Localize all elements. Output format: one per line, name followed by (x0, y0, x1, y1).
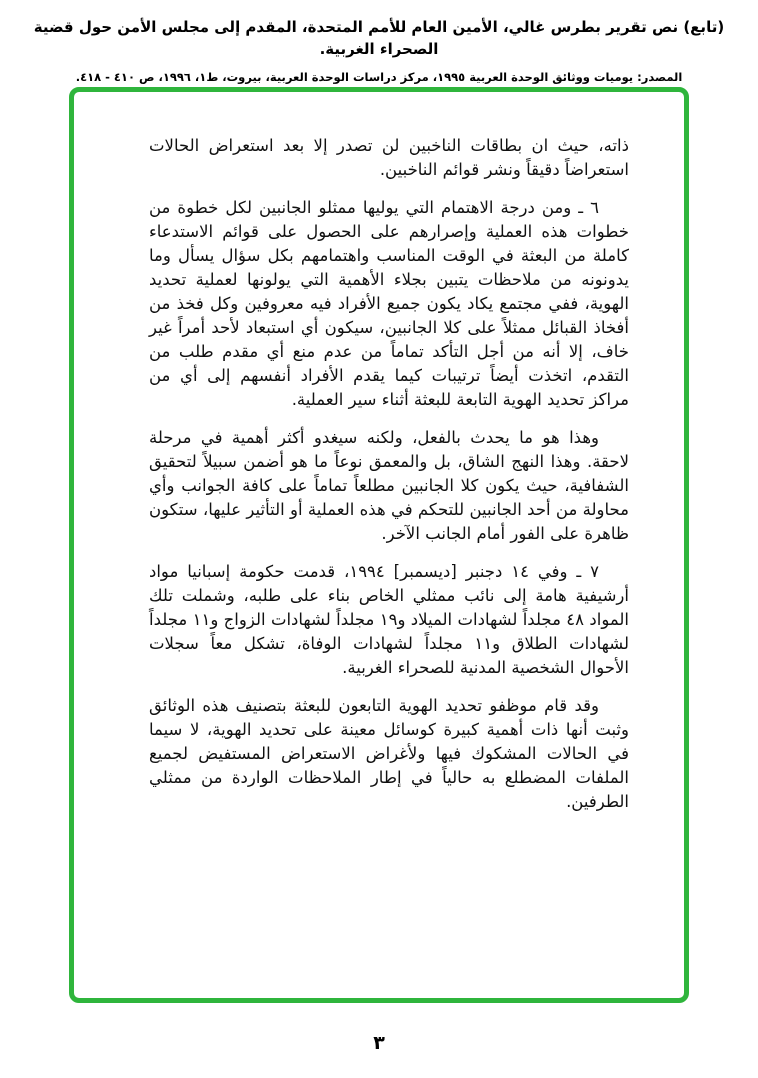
paragraph-item-7: ٧ ـ وفي ١٤ دجنبر [ديسمبر] ١٩٩٤، قدمت حكومة إسبانيا مواد أرشيفية هامة إلى نائب ممثلي الخاص بناء على طلبه، وشملت تلك المواد ٤٨ مجلداً لشهادات الميلاد و١٩ مجلداً لشهادات الزواج و١١ مجلداً لشهادات الطلاق و١١ مجلداً لشهادات الوفاة، تشكل معاً سجلات الأحوال الشخصية المدنية للصحراء الغربية. (149, 562, 629, 677)
page-header (0, 16, 758, 85)
paragraph-item-6: ٦ ـ ومن درجة الاهتمام التي يوليها ممثلو الجانبين لكل خطوة من خطوات هذه العملية وإصرارهم على الحصول على قوائم الاستدعاء كاملة من البعثة في الوقت المناسب واهتمامهم بكل سؤال يسأل وما يدونونه من ملاحظات يتبين بجلاء الأهمية التي يولونها لعملية تحديد الهوية، ففي مجتمع يكاد يكون جميع الأفراد فيه معروفين وكل فخذ من أفخاذ القبائل ممثلاً على كلا الجانبين، سيكون أي استبعاد لأحد أمراً غير خاف، إلا أنه من أجل التأكد تماماً من عدم منع أي مقدم طلب من التقدم، اتخذت أيضاً ترتيبات كيما يقدم الأفراد أنفسهم إلى أي من مراكز تحديد الهوية التابعة للبعثة أثناء سير العملية. (149, 198, 629, 409)
paragraph-archives-classification: وقد قام موظفو تحديد الهوية التابعون للبعثة بتصنيف هذه الوثائق وثبت أنها ذات أهمية كبيرة كوسائل معينة على تحديد الهوية، لا سيما في الحالات المشكوك فيها ولأغراض الاستعراض المستفيض لجميع الملفات المضطلع به حالياً في إطار الملاحظات الواردة من ممثلي الطرفين. (149, 696, 629, 811)
document-source-line: المصدر: يوميات ووثائق الوحدة العربية ١٩٩٥، مركز دراسات الوحدة العربية، بيروت، ط١، ١٩٩٦، ص ٤١٠ - ٤١٨. (75, 70, 683, 84)
document-header-title: (تابع) نص تقرير بطرس غالي، الأمين العام للأمم المتحدة، المقدم إلى مجلس الأمن حول قضية الصحراء الغربية. (33, 18, 725, 58)
page-footer (0, 1032, 758, 1054)
paragraph-continuation: ذاته، حيث ان بطاقات الناخبين لن تصدر إلا بعد استعراض الحالات استعراضاً دقيقاً ونشر قوائم الناخبين. (149, 136, 629, 179)
page-number: ٣ (373, 1032, 385, 1054)
green-border-frame (69, 87, 689, 1003)
document-text-block (149, 134, 629, 828)
paragraph-transparency: وهذا هو ما يحدث بالفعل، ولكنه سيغدو أكثر أهمية في مرحلة لاحقة. وهذا النهج الشاق، بل والمعمق نوعاً ما هو أضمن سبيلاً لتحقيق الشفافية، حيث يكون كلا الجانبين مطلعاً تماماً على كافة الجوانب وأي محاولة من أحد الجانبين للتحكم في هذه العملية أو التأثير عليها، ستكون ظاهرة على الفور أمام الجانب الآخر. (149, 428, 629, 543)
